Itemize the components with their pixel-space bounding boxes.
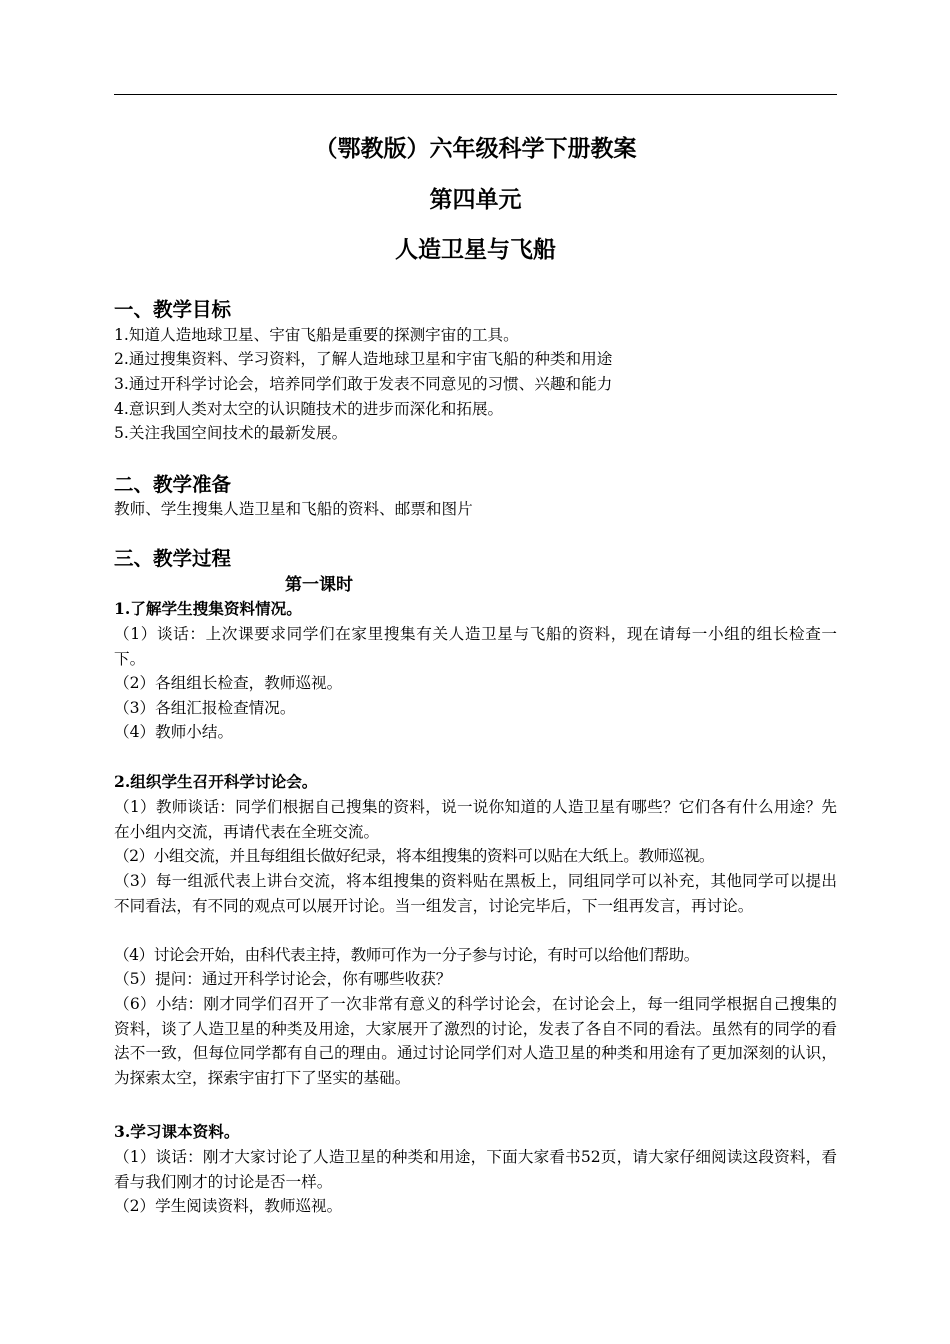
period-title: 第一课时 (285, 575, 353, 595)
objectives-heading: 一、教学目标 (114, 298, 232, 321)
objective-item: 3.通过开科学讨论会，培养同学们敢于发表不同意见的习惯、兴趣和能力 (114, 375, 613, 393)
step2-item: （5）提问：通过开科学讨论会，你有哪些收获？ (114, 970, 452, 988)
step1-item: （3）各组汇报检查情况。 (114, 699, 296, 717)
process-heading: 三、教学过程 (114, 547, 232, 570)
unit-title: 第四单元 (429, 186, 522, 213)
step3-item: （1）谈话：刚才大家讨论了人造卫星的种类和用途，下面大家看书52页，请大家仔细阅读这段资料，看看与我们刚才的讨论是否一样。 (114, 1148, 837, 1191)
step2-item: （3）每一组派代表上讲台交流，将本组搜集的资料贴在黑板上，同组同学可以补充，其他同学可以提出不同看法，有不同的观点可以展开讨论。当一组发言，讨论完毕后，下一组再发言，再讨论。 (114, 872, 837, 915)
step3-item: （2）学生阅读资料，教师巡视。 (114, 1197, 343, 1215)
step1-title: 1.了解学生搜集资料情况。 (114, 599, 302, 618)
step2-item: （1）教师谈话：同学们根据自己搜集的资料，说一说你知道的人造卫星有哪些？它们各有什么用途？先在小组内交流，再请代表在全班交流。 (114, 798, 837, 841)
lesson-title: 人造卫星与飞船 (395, 236, 556, 263)
objective-item: 5.关注我国空间技术的最新发展。 (114, 424, 348, 442)
step3-title: 3.学习课本资料。 (114, 1122, 240, 1141)
step1-item: （1）谈话：上次课要求同学们在家里搜集有关人造卫星与飞船的资料，现在请每一小组的组长检查一下。 (114, 625, 837, 668)
step2-item: （4）讨论会开始，由科代表主持，教师可作为一分子参与讨论，有时可以给他们帮助。 (114, 946, 699, 964)
document-title: （鄂教版）六年级科学下册教案 (314, 135, 637, 162)
objective-item: 4.意识到人类对太空的认识随技术的进步而深化和拓展。 (114, 400, 504, 418)
objective-item: 2.通过搜集资料、学习资料，了解人造地球卫星和宇宙飞船的种类和用途 (114, 350, 613, 368)
step2-title: 2.组织学生召开科学讨论会。 (114, 772, 318, 791)
header-rule (114, 94, 837, 95)
objective-item: 1.知道人造地球卫星、宇宙飞船是重要的探测宇宙的工具。 (114, 326, 519, 344)
preparation-heading: 二、教学准备 (114, 473, 232, 496)
step2-item: （2）小组交流，并且每组组长做好纪录，将本组搜集的资料可以贴在大纸上。教师巡视。 (114, 847, 715, 865)
step2-item: （6）小结：刚才同学们召开了一次非常有意义的科学讨论会，在讨论会上，每一组同学根据自己搜集的资料，谈了人造卫星的种类及用途，大家展开了激烈的讨论，发表了各自不同的看法。虽然有的同学的看法不一致，但每位同学都有自己的理由。通过讨论同学们对人造卫星的种类和用途有了更加深刻的认识，为探索太空，探索宇宙打下了坚实的基础。 (114, 995, 837, 1087)
step1-item: （2）各组组长检查，教师巡视。 (114, 674, 343, 692)
step1-item: （4）教师小结。 (114, 723, 234, 741)
preparation-text: 教师、学生搜集人造卫星和飞船的资料、邮票和图片 (114, 500, 473, 518)
